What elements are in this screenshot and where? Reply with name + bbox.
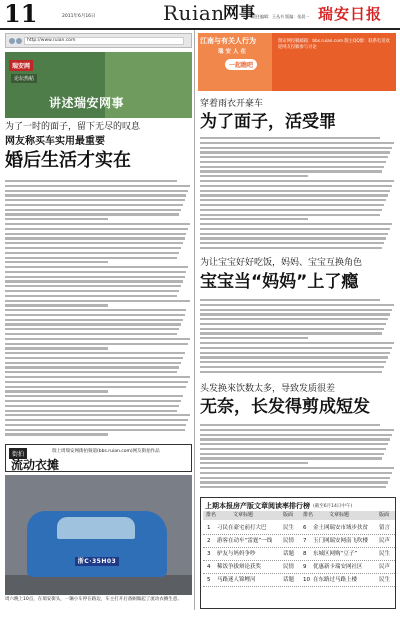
ranking-row — [203, 522, 395, 535]
text-line — [200, 429, 394, 431]
ranking-title: 上期本报房产版文章阅读率排行榜 — [205, 502, 310, 510]
section-romaji: Ruian — [163, 1, 225, 25]
text-line — [200, 472, 392, 474]
ranking-header-cell: 排名 — [303, 512, 314, 518]
text-line — [200, 214, 380, 216]
text-line — [200, 448, 386, 450]
text-line — [5, 390, 108, 392]
text-line — [200, 175, 308, 177]
street-photo-note: 瑞上周瑞安网街拍频道(bbs.ruian.com)网友街拍作品 — [52, 449, 160, 454]
text-line — [200, 462, 308, 464]
rank-number: 3 — [207, 551, 211, 557]
text-line — [200, 223, 392, 225]
text-line — [5, 194, 186, 196]
text-line — [200, 242, 384, 244]
rank-title: 在东路过马路上楼 — [313, 577, 358, 583]
photo-caption-text: 周六晚上10点，在瑞安街头，一辆小车停在路边，车主打开后备厢做起了流动衣摊生意。 — [5, 597, 182, 602]
page-number: 11 — [4, 0, 38, 28]
text-line — [5, 357, 183, 359]
story2-headline: 宝宝当“妈妈”上了瘾 — [200, 272, 359, 292]
story2-kicker: 为让宝宝好好吃饭，妈妈、宝宝互换角色 — [200, 258, 363, 268]
text-line — [5, 309, 186, 311]
text-line — [5, 352, 185, 354]
right-banner-chip: 一起瞧吧 — [225, 59, 257, 70]
ranking-row — [203, 561, 395, 574]
editors-line: 责任编辑：王丛书 版编：张晨一 — [252, 14, 310, 19]
text-line — [5, 300, 190, 302]
text-line — [200, 438, 390, 440]
text-line — [5, 185, 190, 187]
rank-title: 刁民在豪宅前打大巴 — [217, 525, 267, 531]
rank-title: 游客在动车“雷霆”一线 — [217, 538, 273, 544]
text-line — [200, 209, 382, 211]
text-line — [200, 166, 384, 168]
rank-section: 民声 — [379, 538, 391, 544]
text-line — [200, 481, 388, 483]
text-line — [200, 204, 384, 206]
street-photo — [5, 475, 192, 595]
text-line — [5, 261, 108, 263]
text-line — [5, 429, 185, 431]
rank-section: 民情 — [283, 564, 295, 570]
rank-section: 话题 — [283, 551, 295, 557]
text-line — [5, 395, 183, 397]
rank-title: 东城区网购“豆子” — [313, 551, 358, 557]
rank-title: 玉门网瑞安网南飞吹楼 — [313, 538, 369, 544]
rank-title: 稀饭争拔辩论获奖 — [217, 564, 262, 570]
text-line — [200, 299, 380, 301]
rank-number: 5 — [207, 577, 211, 583]
text-line — [5, 314, 185, 316]
newspaper-logo: 瑞安日报 — [318, 5, 383, 23]
text-line — [200, 309, 392, 311]
ranking-header-cell: 排名 — [206, 512, 217, 518]
text-line — [5, 419, 188, 421]
column-divider — [194, 30, 195, 610]
rank-number: 9 — [303, 564, 307, 570]
text-line — [5, 199, 185, 201]
text-line — [5, 285, 181, 287]
text-line — [5, 338, 190, 340]
text-line — [200, 199, 386, 201]
rank-section: 民声 — [379, 564, 391, 570]
text-line — [5, 180, 177, 182]
text-line — [5, 405, 179, 407]
street-photo-box — [5, 444, 192, 472]
ranking-header-cell: 版面 — [379, 512, 390, 518]
text-line — [5, 252, 179, 254]
text-line — [200, 434, 392, 436]
ranking-header-cell: 文章标题 — [329, 512, 350, 518]
rank-number: 1 — [207, 525, 211, 531]
text-line — [200, 151, 390, 153]
street-photo-title: 流动衣摊 — [11, 458, 60, 472]
story1-headline: 为了面子，活受罪 — [200, 112, 336, 132]
text-line — [5, 347, 108, 349]
text-line — [5, 400, 181, 402]
text-line — [200, 342, 394, 344]
text-line — [200, 318, 388, 320]
masthead-rule — [0, 28, 400, 30]
banner-tag: 瑞安网 — [9, 60, 33, 71]
banner-tag-secondary: 论坛热帖 — [11, 74, 37, 83]
text-line — [5, 328, 179, 330]
text-line — [5, 343, 188, 345]
text-line — [200, 477, 390, 479]
lead-story-subhead: 网友称买车实用最重要 — [5, 136, 105, 147]
text-line — [5, 190, 188, 192]
text-line — [5, 209, 181, 211]
text-line — [5, 414, 190, 416]
text-line — [200, 453, 384, 455]
browser-address: http://www.ruian.com — [24, 37, 184, 45]
forward-icon — [16, 38, 22, 44]
rank-section: 民情 — [283, 538, 295, 544]
text-line — [200, 313, 390, 315]
rank-section: 民生 — [283, 525, 295, 531]
rank-section: 民生 — [379, 551, 391, 557]
text-line — [200, 486, 386, 488]
ranking-header-cell: 文章标题 — [233, 512, 254, 518]
text-line — [200, 337, 308, 339]
ranking-row — [203, 535, 395, 548]
back-icon — [9, 38, 15, 44]
rank-title: 马路迷人锦鲤河 — [217, 577, 256, 583]
ranking-header-cell: 版面 — [283, 512, 294, 518]
lead-story-body — [5, 180, 192, 442]
right-banner — [198, 33, 396, 91]
text-line — [5, 376, 190, 378]
rank-number: 4 — [207, 564, 211, 570]
text-line — [200, 170, 382, 172]
banner-title: 讲述瑞安网事 — [49, 96, 125, 110]
text-line — [5, 266, 188, 268]
text-line — [200, 443, 388, 445]
text-line — [5, 333, 177, 335]
rank-section: 话题 — [283, 577, 295, 583]
text-line — [200, 161, 386, 163]
text-line — [5, 233, 186, 235]
rank-title: 优惠新卡瑞安网社区 — [313, 564, 363, 570]
story1-kicker: 穿着雨衣开豪车 — [200, 99, 264, 109]
ranking-row — [203, 548, 395, 561]
text-line — [200, 228, 390, 230]
text-line — [5, 386, 186, 388]
text-line — [200, 190, 390, 192]
text-line — [5, 323, 181, 325]
license-plate: 浙C·35H03 — [75, 557, 119, 566]
text-line — [5, 381, 188, 383]
text-line — [200, 156, 388, 158]
rank-section: 民生 — [379, 577, 391, 583]
right-banner-info: 瑞安网投稿邮箱：bbs.ruian.com 版主QQ群：联系电话欢迎网友投稿参与讨论 — [278, 39, 390, 50]
text-line — [200, 332, 382, 334]
rank-number: 10 — [303, 577, 310, 583]
text-line — [5, 247, 181, 249]
text-line — [5, 371, 177, 373]
issue-date: 2011年6月16日 — [62, 14, 96, 19]
rank-title: 金土网瑞安市域步扶贫 — [313, 525, 369, 531]
browser-bar-image — [5, 33, 192, 48]
text-line — [200, 467, 394, 469]
rank-title: 驴友与妈妈争吵 — [217, 551, 256, 557]
text-line — [5, 295, 177, 297]
text-line — [200, 366, 384, 368]
text-line — [5, 290, 179, 292]
masthead — [0, 0, 400, 30]
photo-ground — [5, 575, 192, 595]
text-line — [200, 247, 382, 249]
rank-section: 留言 — [379, 525, 391, 531]
story3-headline: 无奈，长发得剪成短发 — [200, 397, 370, 417]
text-line — [5, 319, 183, 321]
text-line — [200, 328, 384, 330]
text-line — [5, 271, 186, 273]
text-line — [200, 323, 386, 325]
rank-number: 6 — [303, 525, 307, 531]
lead-story-kicker: 为了一时的面子，留下无尽的叹息 — [5, 122, 141, 132]
ranking-row — [203, 574, 395, 587]
text-line — [5, 213, 179, 215]
photo-caption — [5, 597, 192, 633]
text-line — [200, 352, 390, 354]
text-line — [200, 185, 392, 187]
story3-kicker: 头发换來饮数太多，导致发质很差 — [200, 384, 336, 394]
text-line — [200, 347, 392, 349]
story3-body — [200, 424, 396, 492]
text-line — [5, 242, 183, 244]
text-line — [5, 276, 185, 278]
text-line — [5, 223, 190, 225]
text-line — [200, 356, 388, 358]
ranking-note: (截至6月14日中午) — [313, 504, 353, 509]
story2-body — [200, 299, 396, 379]
text-line — [5, 218, 108, 220]
text-line — [5, 304, 108, 306]
text-line — [200, 147, 392, 149]
text-line — [5, 366, 179, 368]
story1-body — [200, 137, 396, 251]
text-line — [5, 204, 183, 206]
text-line — [5, 280, 183, 282]
rank-number: 2 — [207, 538, 211, 544]
text-line — [200, 371, 382, 373]
text-line — [200, 237, 386, 239]
text-line — [200, 137, 380, 139]
text-line — [200, 218, 308, 220]
car-window — [57, 517, 135, 539]
text-line — [200, 361, 386, 363]
lead-story-headline: 婚后生活才实在 — [5, 150, 131, 171]
text-line — [200, 304, 394, 306]
text-line — [5, 257, 177, 259]
text-line — [200, 424, 380, 426]
column-banner — [5, 52, 192, 118]
ranking-table — [200, 497, 396, 609]
ranking-header — [203, 511, 395, 520]
text-line — [5, 424, 186, 426]
text-line — [200, 180, 394, 182]
text-line — [5, 433, 108, 435]
section-title: 网事 — [223, 3, 256, 22]
rank-number: 8 — [303, 551, 307, 557]
text-line — [5, 410, 177, 412]
text-line — [200, 233, 388, 235]
rank-number: 7 — [303, 538, 307, 544]
street-photo-label: 街拍 — [9, 448, 27, 459]
right-banner-sub: 瑞安人在 — [218, 49, 249, 55]
text-line — [5, 362, 181, 364]
ranking-rows — [203, 522, 395, 587]
text-line — [200, 142, 394, 144]
text-line — [200, 457, 382, 459]
text-line — [5, 237, 185, 239]
right-banner-heading: 江南与有关人行为 — [200, 37, 256, 45]
text-line — [5, 228, 188, 230]
text-line — [200, 194, 388, 196]
